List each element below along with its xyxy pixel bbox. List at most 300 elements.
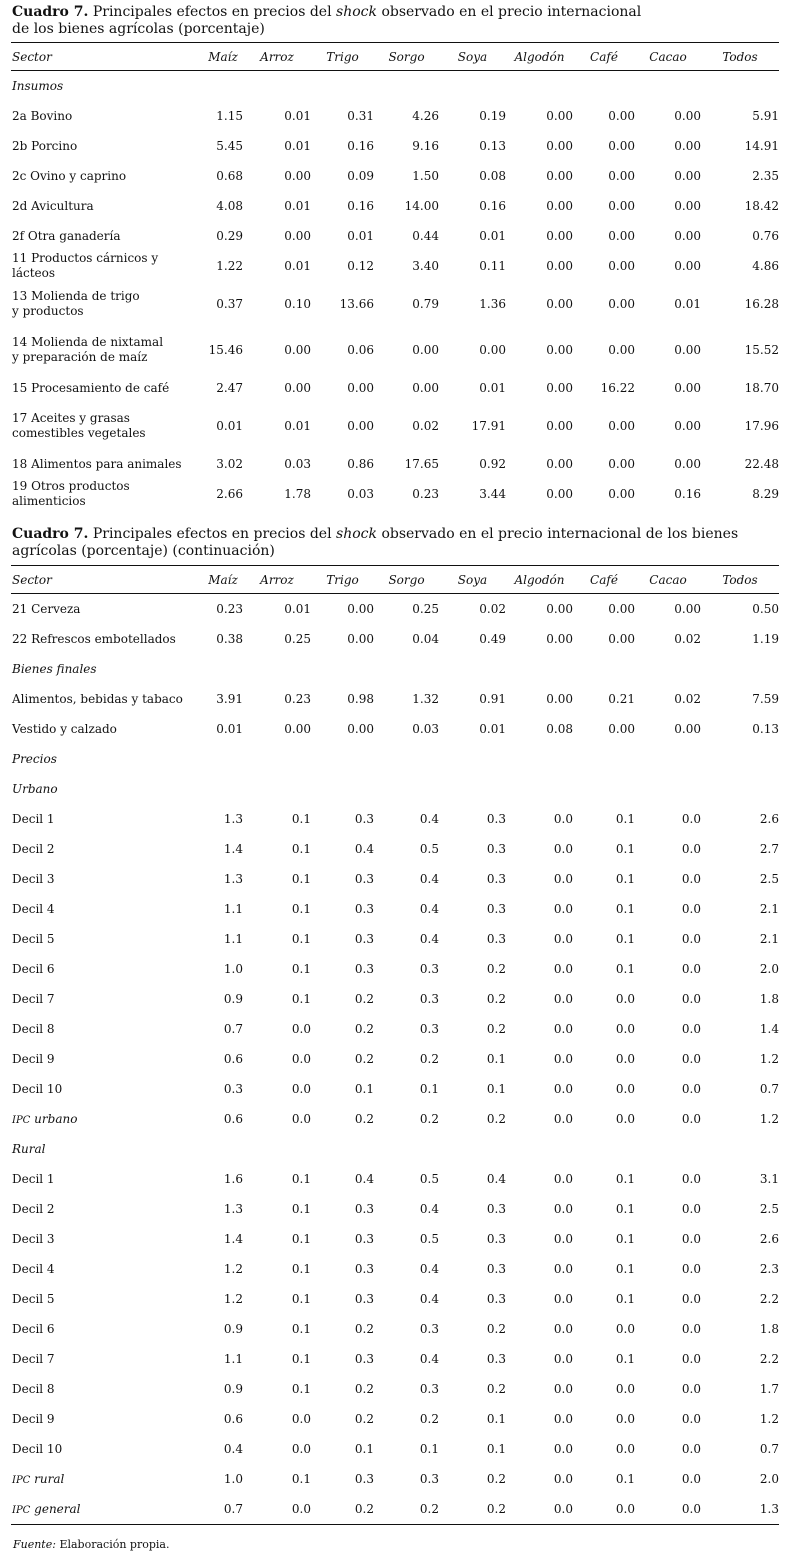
table-row xyxy=(11,449,779,479)
table-cell: 0.91 xyxy=(479,692,506,706)
table-row xyxy=(11,251,779,281)
table-row xyxy=(11,1224,779,1254)
table-row xyxy=(11,1404,779,1434)
table-cell: 0.16 xyxy=(347,199,374,213)
table-cell: 0.11 xyxy=(479,259,506,273)
table-cell: 0.2 xyxy=(486,1322,506,1336)
table-cell: 0.0 xyxy=(681,872,701,886)
table-cell: 2.5 xyxy=(759,872,779,886)
table-cell: 0.0 xyxy=(681,1112,701,1126)
table-cell: 0.0 xyxy=(681,1352,701,1366)
column-header: Soya xyxy=(439,566,506,594)
table-cell: 0.3 xyxy=(486,1232,506,1246)
table-cell: 0.06 xyxy=(347,343,374,357)
table-cell: 1.78 xyxy=(284,487,311,501)
table-cell: 0.3 xyxy=(223,1082,243,1096)
table-cell: 0.4 xyxy=(354,842,374,856)
column-header: Algodón xyxy=(506,566,573,594)
table-cell: 0.3 xyxy=(486,1352,506,1366)
table-cell: 18.70 xyxy=(744,381,779,395)
table-cell: 0.0 xyxy=(291,1052,311,1066)
table-row xyxy=(11,327,779,373)
table-cell: 0.01 xyxy=(479,229,506,243)
ipc-label: general xyxy=(34,1502,81,1516)
section-label: Urbano xyxy=(12,782,58,796)
table-cell: 0.19 xyxy=(479,109,506,123)
row-label: 18 Alimentos para animales xyxy=(12,456,182,471)
table-cell: 1.0 xyxy=(223,1472,243,1486)
table-cell: 0.79 xyxy=(412,297,439,311)
table-row xyxy=(11,1254,779,1284)
table-row xyxy=(11,101,779,131)
table-cell: 0.0 xyxy=(291,1022,311,1036)
table-cell: 0.1 xyxy=(291,1322,311,1336)
table-cell: 8.29 xyxy=(752,487,779,501)
table-cell: 0.1 xyxy=(291,872,311,886)
table-cell: 0.02 xyxy=(479,602,506,616)
table-cell: 0.3 xyxy=(486,842,506,856)
table-cell: 0.0 xyxy=(291,1112,311,1126)
column-header: Sorgo xyxy=(374,566,439,594)
table-cell: 0.08 xyxy=(479,169,506,183)
table-cell: 0.98 xyxy=(347,692,374,706)
table-cell: 0.00 xyxy=(674,343,701,357)
table-cell: 0.0 xyxy=(681,1412,701,1426)
column-header: Soya xyxy=(439,43,506,71)
table-cell: 3.44 xyxy=(479,487,506,501)
table-cell: 4.86 xyxy=(752,259,779,273)
table-row xyxy=(11,1104,779,1134)
table-cell: 0.2 xyxy=(354,1322,374,1336)
table-cell: 0.2 xyxy=(486,1022,506,1036)
row-label: Decil 4 xyxy=(12,1261,55,1276)
table-cell: 1.50 xyxy=(412,169,439,183)
table-cell: 1.19 xyxy=(752,632,779,646)
table-cell: 0.1 xyxy=(291,1172,311,1186)
table-cell: 0.0 xyxy=(553,1172,573,1186)
table-row xyxy=(11,624,779,654)
row-label-line: 14 Molienda de nixtamal xyxy=(12,335,164,349)
section-label: Precios xyxy=(12,752,57,766)
table-cell: 0.00 xyxy=(546,457,573,471)
caption-text: observado en el precio internacional xyxy=(381,4,642,20)
table-cell: 0.00 xyxy=(412,381,439,395)
table-cell: 0.0 xyxy=(553,1082,573,1096)
table-cell: 0.02 xyxy=(674,692,701,706)
row-label: Decil 2 xyxy=(12,1201,55,1216)
row-label: Decil 4 xyxy=(12,901,55,916)
table-cell: 0.00 xyxy=(347,381,374,395)
table-cell: 0.3 xyxy=(419,962,439,976)
table-cell: 5.91 xyxy=(752,109,779,123)
table-cell: 0.01 xyxy=(479,381,506,395)
table-cell: 0.3 xyxy=(354,1472,374,1486)
table-cell: 0.7 xyxy=(759,1442,779,1456)
table-cell: 0.1 xyxy=(354,1082,374,1096)
table-cell: 2.1 xyxy=(759,902,779,916)
table-row xyxy=(11,1464,779,1494)
table-cell: 0.0 xyxy=(573,1494,635,1525)
table-cell: 0.0 xyxy=(553,1022,573,1036)
row-label: 2a Bovino xyxy=(12,108,73,123)
column-header: Café xyxy=(573,566,635,594)
table-cell: 14.91 xyxy=(744,139,779,153)
row-label: 2c Ovino y caprino xyxy=(12,168,127,183)
table-2 xyxy=(11,526,779,1525)
table-cell: 0.00 xyxy=(674,722,701,736)
caption-italic: shock xyxy=(336,4,377,20)
row-label: Decil 10 xyxy=(12,1441,63,1456)
ipc-abbr: IPC xyxy=(12,1505,31,1516)
column-header: Café xyxy=(573,43,635,71)
table-cell: 17.91 xyxy=(471,419,506,433)
table-cell: 0.3 xyxy=(419,992,439,1006)
table-row xyxy=(11,1494,779,1525)
row-label: Decil 7 xyxy=(12,1351,55,1366)
table-cell: 0.2 xyxy=(354,1112,374,1126)
table-cell: 0.12 xyxy=(347,259,374,273)
table-cell: 14.00 xyxy=(404,199,439,213)
table-row xyxy=(11,1374,779,1404)
table-cell: 0.0 xyxy=(553,1112,573,1126)
table-cell: 0.44 xyxy=(412,229,439,243)
column-header: Cacao xyxy=(635,43,701,71)
column-header: Sorgo xyxy=(374,43,439,71)
table-cell: 0.0 xyxy=(291,1412,311,1426)
table-cell: 0.00 xyxy=(546,199,573,213)
table-cell: 0.1 xyxy=(615,872,635,886)
table-cell: 0.0 xyxy=(681,1202,701,1216)
table-cell: 1.8 xyxy=(759,1322,779,1336)
column-header: Maíz xyxy=(203,566,243,594)
row-label: 15 Procesamiento de café xyxy=(12,380,170,395)
row-label: Alimentos, bebidas y tabaco xyxy=(12,691,183,706)
table-cell: 0.25 xyxy=(412,602,439,616)
table-cell: 0.00 xyxy=(674,199,701,213)
table-cell: 2.7 xyxy=(759,842,779,856)
table-cell: 0.2 xyxy=(374,1494,439,1525)
table-cell: 0.01 xyxy=(284,109,311,123)
table-cell: 0.1 xyxy=(291,1352,311,1366)
table-cell: 0.2 xyxy=(486,1472,506,1486)
table-cell: 0.1 xyxy=(615,1352,635,1366)
table-cell: 0.00 xyxy=(608,169,635,183)
table-cell: 0.0 xyxy=(291,1442,311,1456)
column-header: Cacao xyxy=(635,566,701,594)
table-cell: 0.01 xyxy=(284,199,311,213)
table-cell: 0.4 xyxy=(223,1442,243,1456)
table-cell: 0.1 xyxy=(291,1292,311,1306)
table-row xyxy=(11,984,779,1014)
row-label: 11 Productos cárnicos y lácteos xyxy=(12,251,159,280)
table-cell: 0.13 xyxy=(752,722,779,736)
row-label: Decil 3 xyxy=(12,1231,55,1246)
table-cell: 0.0 xyxy=(681,962,701,976)
table-cell: 1.3 xyxy=(223,1202,243,1216)
table-cell: 0.3 xyxy=(486,1262,506,1276)
table-cell: 0.03 xyxy=(284,457,311,471)
row-label: 2f Otra ganadería xyxy=(12,228,121,243)
table-row xyxy=(11,131,779,161)
row-label: Decil 5 xyxy=(12,1291,55,1306)
table-cell: 2.5 xyxy=(759,1202,779,1216)
table-cell: 0.01 xyxy=(284,419,311,433)
table-cell: 2.0 xyxy=(759,962,779,976)
column-header: Trigo xyxy=(311,566,374,594)
table-cell: 0.3 xyxy=(419,1472,439,1486)
table-cell: 0.1 xyxy=(486,1082,506,1096)
table-cell: 0.3 xyxy=(354,872,374,886)
caption-text: de los bienes agrícolas (porcentaje) xyxy=(12,21,265,37)
table-cell: 0.4 xyxy=(486,1172,506,1186)
table-cell: 0.23 xyxy=(284,692,311,706)
table-cell: 0.03 xyxy=(347,487,374,501)
table-cell: 0.00 xyxy=(284,169,311,183)
table-cell: 0.29 xyxy=(216,229,243,243)
table-cell: 0.00 xyxy=(546,139,573,153)
table-cell: 0.1 xyxy=(291,1382,311,1396)
table-cell: 0.00 xyxy=(546,602,573,616)
table-cell: 0.1 xyxy=(486,1052,506,1066)
table-cell: 1.0 xyxy=(223,962,243,976)
column-header: Arroz xyxy=(243,566,311,594)
table-cell: 0.00 xyxy=(608,229,635,243)
table-cell: 0.00 xyxy=(608,109,635,123)
table-cell: 0.23 xyxy=(216,602,243,616)
table-cell: 0.09 xyxy=(347,169,374,183)
table-cell: 0.00 xyxy=(608,457,635,471)
table-cell: 0.3 xyxy=(419,1382,439,1396)
table-cell: 0.6 xyxy=(223,1112,243,1126)
row-label xyxy=(11,1104,203,1134)
source-note xyxy=(13,1538,169,1551)
table-cell: 1.1 xyxy=(223,932,243,946)
table-row xyxy=(11,864,779,894)
row-label: 19 Otros productos alimenticios xyxy=(12,479,130,508)
table-row xyxy=(11,714,779,744)
table-cell: 0.3 xyxy=(354,1202,374,1216)
table-cell: 1.7 xyxy=(759,1382,779,1396)
table-cell: 0.1 xyxy=(291,962,311,976)
table-row xyxy=(11,1014,779,1044)
table-cell: 0.00 xyxy=(546,343,573,357)
table-cell: 0.86 xyxy=(347,457,374,471)
table-cell: 0.5 xyxy=(419,1172,439,1186)
table-cell: 0.00 xyxy=(284,381,311,395)
table-cell: 0.00 xyxy=(347,722,374,736)
table-cell: 4.08 xyxy=(216,199,243,213)
table-cell: 0.01 xyxy=(674,297,701,311)
table-cell: 0.3 xyxy=(354,812,374,826)
table-cell: 0.31 xyxy=(347,109,374,123)
table-cell: 0.1 xyxy=(615,1262,635,1276)
table-cell: 1.3 xyxy=(701,1494,779,1525)
table-cell: 1.4 xyxy=(759,1022,779,1036)
column-header: Arroz xyxy=(243,43,311,71)
table-cell: 0.1 xyxy=(291,902,311,916)
table-cell: 0.4 xyxy=(419,1262,439,1276)
table-cell: 0.92 xyxy=(479,457,506,471)
table-row xyxy=(11,924,779,954)
table-cell: 0.01 xyxy=(284,139,311,153)
table-cell: 0.0 xyxy=(553,1472,573,1486)
table-cell: 0.01 xyxy=(216,419,243,433)
table-cell: 0.0 xyxy=(615,1412,635,1426)
table-cell: 0.2 xyxy=(486,992,506,1006)
table-cell: 0.10 xyxy=(284,297,311,311)
row-label: 2d Avicultura xyxy=(12,198,94,213)
table-cell: 0.7 xyxy=(759,1082,779,1096)
table-cell: 0.01 xyxy=(216,722,243,736)
table-cell: 0.0 xyxy=(553,1412,573,1426)
table-cell: 0.1 xyxy=(354,1442,374,1456)
table-cell: 0.1 xyxy=(291,1472,311,1486)
table-cell: 0.68 xyxy=(216,169,243,183)
table-cell: 0.00 xyxy=(284,343,311,357)
column-header: Maíz xyxy=(203,43,243,71)
row-label: Decil 9 xyxy=(12,1051,55,1066)
table-cell: 0.0 xyxy=(615,1322,635,1336)
table-cell: 0.0 xyxy=(681,842,701,856)
table-row xyxy=(11,1314,779,1344)
table-cell: 2.2 xyxy=(759,1352,779,1366)
table-row xyxy=(11,894,779,924)
table-row xyxy=(11,804,779,834)
caption-text: agrícolas (porcentaje) (continuación) xyxy=(12,543,275,559)
table-cell: 0.0 xyxy=(681,992,701,1006)
table-cell: 0.0 xyxy=(681,1292,701,1306)
table-cell: 0.0 xyxy=(553,1382,573,1396)
table-1-caption xyxy=(12,4,779,38)
table-row xyxy=(11,1434,779,1464)
table-row xyxy=(11,403,779,449)
table-row xyxy=(11,373,779,403)
table-2-grid xyxy=(11,565,779,1525)
table-cell: 0.3 xyxy=(486,932,506,946)
table-cell: 0.00 xyxy=(347,419,374,433)
table-cell: 13.66 xyxy=(339,297,374,311)
table-cell: 0.0 xyxy=(615,1442,635,1456)
table-cell: 0.76 xyxy=(752,229,779,243)
table-row xyxy=(11,954,779,984)
table-cell: 2.47 xyxy=(216,381,243,395)
table-cell: 0.0 xyxy=(681,932,701,946)
table-header-row xyxy=(11,566,779,594)
table-cell: 0.00 xyxy=(608,419,635,433)
table-cell: 0.6 xyxy=(223,1052,243,1066)
row-label xyxy=(11,327,203,373)
table-cell: 0.00 xyxy=(608,297,635,311)
table-cell: 0.9 xyxy=(223,992,243,1006)
table-cell: 0.1 xyxy=(615,842,635,856)
table-cell: 1.3 xyxy=(223,812,243,826)
table-cell: 0.2 xyxy=(486,1112,506,1126)
table-cell: 0.0 xyxy=(635,1494,701,1525)
row-label xyxy=(11,1494,203,1525)
table-cell: 0.1 xyxy=(615,812,635,826)
row-label-line: 17 Aceites y grasas xyxy=(12,411,130,425)
table-cell: 0.0 xyxy=(681,1442,701,1456)
table-cell: 0.0 xyxy=(615,1382,635,1396)
table-cell: 0.00 xyxy=(546,632,573,646)
table-cell: 1.1 xyxy=(223,902,243,916)
table-cell: 0.0 xyxy=(553,992,573,1006)
caption-number: Cuadro 7. xyxy=(12,526,89,542)
table-cell: 0.4 xyxy=(419,812,439,826)
table-cell: 0.13 xyxy=(479,139,506,153)
table-cell: 0.00 xyxy=(608,259,635,273)
table-cell: 0.3 xyxy=(354,962,374,976)
table-cell: 0.00 xyxy=(674,109,701,123)
row-label-line: comestibles vegetales xyxy=(12,426,146,440)
table-cell: 0.0 xyxy=(681,902,701,916)
table-cell: 0.2 xyxy=(486,1382,506,1396)
table-cell: 0.3 xyxy=(486,902,506,916)
section-row xyxy=(11,774,779,804)
row-label xyxy=(11,281,203,327)
table-cell: 0.0 xyxy=(553,1262,573,1276)
table-cell: 0.4 xyxy=(419,902,439,916)
row-label: Decil 8 xyxy=(12,1381,55,1396)
table-cell: 3.91 xyxy=(216,692,243,706)
table-cell: 1.2 xyxy=(759,1412,779,1426)
table-cell: 0.3 xyxy=(354,1292,374,1306)
table-cell: 16.28 xyxy=(744,297,779,311)
table-cell: 1.22 xyxy=(216,259,243,273)
table-cell: 0.4 xyxy=(419,932,439,946)
table-cell: 0.1 xyxy=(486,1412,506,1426)
row-label: Decil 5 xyxy=(12,931,55,946)
table-cell: 0.2 xyxy=(486,962,506,976)
row-label: Decil 6 xyxy=(12,961,55,976)
table-cell: 0.3 xyxy=(486,872,506,886)
section-row xyxy=(11,1134,779,1164)
column-header: Todos xyxy=(701,566,779,594)
table-cell: 0.00 xyxy=(546,297,573,311)
section-label: Rural xyxy=(12,1142,46,1156)
table-cell: 0.02 xyxy=(674,632,701,646)
ipc-label: rural xyxy=(34,1472,65,1486)
table-cell: 17.65 xyxy=(404,457,439,471)
table-cell: 0.0 xyxy=(681,1232,701,1246)
table-cell: 0.3 xyxy=(354,1352,374,1366)
table-cell: 0.01 xyxy=(347,229,374,243)
table-cell: 0.0 xyxy=(681,1082,701,1096)
caption-italic: shock xyxy=(336,526,377,542)
table-cell: 0.00 xyxy=(674,419,701,433)
table-row xyxy=(11,1194,779,1224)
table-cell: 0.1 xyxy=(615,902,635,916)
table-cell: 17.96 xyxy=(744,419,779,433)
caption-text: observado en el precio internacional de los bienes xyxy=(381,526,739,542)
table-cell: 0.0 xyxy=(553,1442,573,1456)
table-cell: 3.02 xyxy=(216,457,243,471)
table-cell: 0.1 xyxy=(615,962,635,976)
table-cell: 0.2 xyxy=(439,1494,506,1525)
table-cell: 1.4 xyxy=(223,1232,243,1246)
table-cell: 0.00 xyxy=(608,199,635,213)
table-cell: 0.1 xyxy=(291,1202,311,1216)
section-row xyxy=(11,654,779,684)
table-cell: 2.6 xyxy=(759,812,779,826)
source-label: Fuente: xyxy=(13,1538,56,1551)
table-cell: 0.0 xyxy=(291,1082,311,1096)
table-cell: 0.0 xyxy=(553,1352,573,1366)
table-cell: 0.1 xyxy=(291,932,311,946)
table-cell: 0.0 xyxy=(681,1262,701,1276)
table-cell: 15.46 xyxy=(208,343,243,357)
table-cell: 0.02 xyxy=(412,419,439,433)
